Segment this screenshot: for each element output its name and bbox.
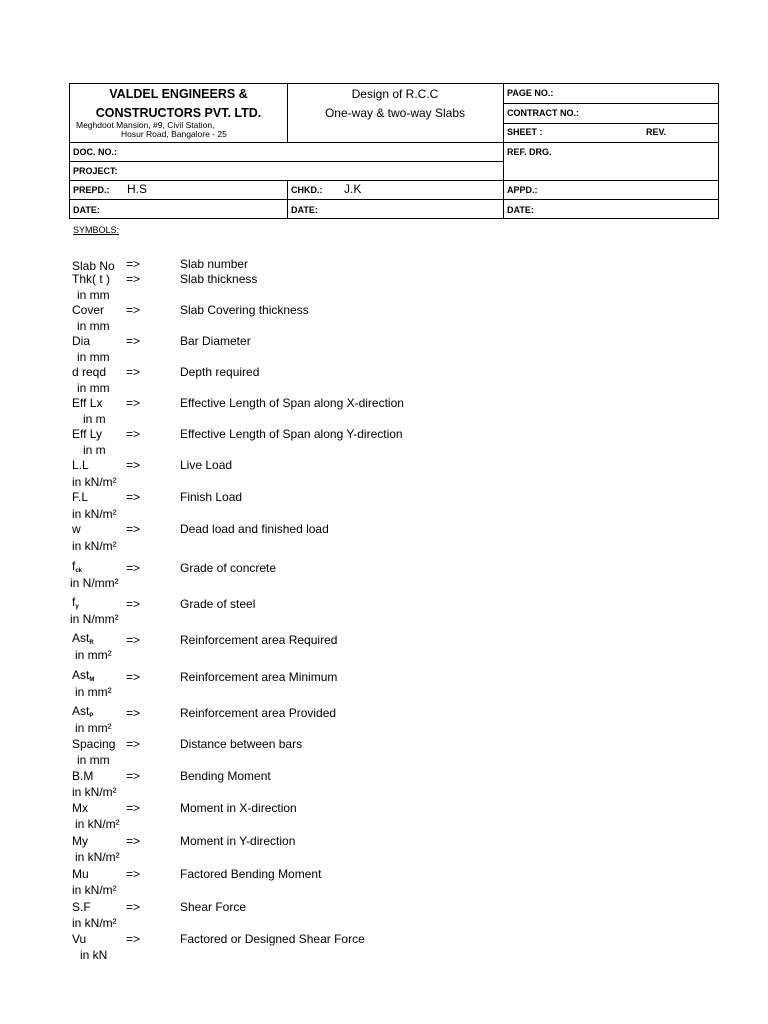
symbol-name: B.M bbox=[72, 769, 94, 783]
symbol-description: Effective Length of Span along X-direction bbox=[180, 396, 404, 410]
divider bbox=[503, 84, 504, 218]
symbol-unit: in kN/m² bbox=[72, 507, 117, 521]
design-title-line2: One-way & two-way Slabs bbox=[324, 106, 466, 120]
symbol-unit: in N/mm² bbox=[70, 576, 119, 590]
arrow-symbol: => bbox=[126, 769, 141, 783]
symbol-description: Shear Force bbox=[180, 900, 247, 914]
symbol-unit: in kN bbox=[80, 948, 108, 962]
arrow-symbol: => bbox=[126, 670, 141, 684]
symbol-unit: in mm² bbox=[75, 685, 112, 699]
date-label: DATE: bbox=[507, 205, 534, 215]
symbol-name: Ast$_P$ bbox=[72, 704, 94, 719]
symbol-name: d reqd bbox=[72, 365, 107, 379]
symbol-name: Dia bbox=[72, 334, 91, 348]
arrow-symbol: => bbox=[126, 365, 141, 379]
symbol-unit: in kN/m² bbox=[75, 817, 120, 831]
symbol-name: Cover bbox=[72, 303, 105, 317]
divider bbox=[70, 161, 503, 162]
symbol-unit: in N/mm² bbox=[70, 612, 119, 626]
chkd-label: CHKD.: bbox=[291, 185, 323, 195]
arrow-symbol: => bbox=[126, 396, 141, 410]
symbol-description: Depth required bbox=[180, 365, 260, 379]
symbol-name: Mx bbox=[72, 801, 88, 815]
rev-label: REV. bbox=[646, 127, 667, 137]
symbol-description: Factored or Designed Shear Force bbox=[180, 932, 365, 946]
page-no-label: PAGE NO.: bbox=[507, 88, 554, 98]
symbol-subscript: M bbox=[89, 677, 95, 683]
symbol-description: Factored Bending Moment bbox=[180, 867, 322, 881]
arrow-symbol: => bbox=[126, 522, 141, 536]
arrow-symbol: => bbox=[126, 834, 141, 848]
symbol-name: S.F bbox=[72, 900, 91, 914]
arrow-symbol: => bbox=[126, 597, 141, 611]
symbol-description: Reinforcement area Minimum bbox=[180, 670, 338, 684]
divider bbox=[503, 123, 718, 124]
arrow-symbol: => bbox=[126, 932, 141, 946]
company-name-line1: VALDEL ENGINEERS & bbox=[109, 87, 248, 101]
divider bbox=[70, 180, 718, 181]
symbol-unit: in kN/m² bbox=[75, 850, 120, 864]
sheet-label: SHEET : bbox=[507, 127, 543, 137]
symbol-unit: in kN/m² bbox=[72, 916, 117, 930]
symbol-unit: in mm² bbox=[75, 721, 112, 735]
prepd-label: PREPD.: bbox=[73, 185, 110, 195]
arrow-symbol: => bbox=[126, 427, 141, 441]
arrow-symbol: => bbox=[126, 867, 141, 881]
symbol-description: Finish Load bbox=[180, 490, 243, 504]
symbol-unit: in mm bbox=[77, 288, 110, 302]
company-address-line1: Meghdoot Mansion, #9, Civil Station, bbox=[76, 120, 215, 130]
symbol-unit: in mm bbox=[77, 381, 110, 395]
appd-label: APPD.: bbox=[507, 185, 538, 195]
symbol-name: Eff Lx bbox=[72, 396, 103, 410]
symbol-description: Distance between bars bbox=[180, 737, 303, 751]
symbol-name: Eff Ly bbox=[72, 427, 103, 441]
arrow-symbol: => bbox=[126, 272, 141, 286]
arrow-symbol: => bbox=[126, 458, 141, 472]
arrow-symbol: => bbox=[126, 706, 141, 720]
symbol-unit: in kN/m² bbox=[72, 785, 117, 799]
symbol-description: Grade of steel bbox=[180, 597, 256, 611]
symbol-description: Dead load and finished load bbox=[180, 522, 329, 536]
symbol-unit: in kN/m² bbox=[72, 475, 117, 489]
symbol-description: Slab number bbox=[180, 257, 249, 271]
symbol-description: Live Load bbox=[180, 458, 233, 472]
company-name-line2: CONSTRUCTORS PVT. LTD. bbox=[95, 106, 262, 120]
arrow-symbol: => bbox=[126, 737, 141, 751]
symbol-name: Thk( t ) bbox=[72, 272, 110, 286]
symbol-description: Reinforcement area Required bbox=[180, 633, 338, 647]
symbol-name: L.L bbox=[72, 458, 89, 472]
symbol-name: F.L bbox=[72, 490, 89, 504]
title-block bbox=[69, 83, 719, 219]
symbol-name: My bbox=[72, 834, 88, 848]
chkd-value: J.K bbox=[344, 182, 362, 196]
symbols-heading: SYMBOLS: bbox=[73, 225, 120, 235]
project-label: PROJECT: bbox=[73, 166, 118, 176]
date-label: DATE: bbox=[73, 205, 100, 215]
contract-no-label: CONTRACT NO.: bbox=[507, 108, 579, 118]
divider bbox=[70, 142, 718, 143]
symbol-subscript: y bbox=[75, 604, 79, 610]
symbol-unit: in kN/m² bbox=[72, 539, 117, 553]
ref-drg-label: REF. DRG. bbox=[507, 147, 552, 157]
symbol-description: Slab Covering thickness bbox=[180, 303, 309, 317]
symbol-name: Vu bbox=[72, 932, 87, 946]
symbol-description: Moment in X-direction bbox=[180, 801, 297, 815]
arrow-symbol: => bbox=[126, 561, 141, 575]
symbol-name: Ast$_R$ bbox=[72, 631, 94, 646]
symbol-unit: in m bbox=[83, 443, 106, 457]
arrow-symbol: => bbox=[126, 801, 141, 815]
symbol-name: w bbox=[72, 522, 81, 536]
symbol-name: $f_y$ bbox=[72, 595, 79, 610]
design-title-line1: Design of R.C.C bbox=[351, 87, 439, 101]
symbol-unit: in mm² bbox=[75, 648, 112, 662]
symbol-description: Moment in Y-direction bbox=[180, 834, 296, 848]
symbol-description: Bar Diameter bbox=[180, 334, 251, 348]
symbol-description: Grade of concrete bbox=[180, 561, 277, 575]
symbol-description: Slab thickness bbox=[180, 272, 258, 286]
divider bbox=[70, 199, 718, 200]
arrow-symbol: => bbox=[126, 257, 141, 271]
doc-no-label: DOC. NO.: bbox=[73, 147, 117, 157]
symbol-unit: in mm bbox=[77, 753, 110, 767]
arrow-symbol: => bbox=[126, 334, 141, 348]
symbol-unit: in mm bbox=[77, 319, 110, 333]
prepd-value: H.S bbox=[127, 182, 148, 196]
symbol-subscript: P bbox=[89, 713, 94, 719]
arrow-symbol: => bbox=[126, 490, 141, 504]
symbol-subscript: R bbox=[89, 640, 94, 646]
symbol-description: Effective Length of Span along Y-direction bbox=[180, 427, 403, 441]
arrow-symbol: => bbox=[126, 633, 141, 647]
arrow-symbol: => bbox=[126, 303, 141, 317]
symbol-description: Bending Moment bbox=[180, 769, 271, 783]
symbol-unit: in mm bbox=[77, 350, 110, 364]
symbol-name: Slab No bbox=[72, 259, 115, 273]
symbol-unit: in kN/m² bbox=[72, 883, 117, 897]
date-label: DATE: bbox=[291, 205, 318, 215]
symbol-name: Mu bbox=[72, 867, 89, 881]
symbol-name: $f_{ck}$ bbox=[72, 559, 83, 574]
divider bbox=[503, 103, 718, 104]
symbol-name: Ast$_M$ bbox=[72, 668, 95, 683]
symbol-subscript: ck bbox=[75, 568, 83, 574]
symbol-name: Spacing bbox=[72, 737, 116, 751]
company-address-line2: Hosur Road, Bangalore - 25 bbox=[121, 129, 227, 139]
symbol-unit: in m bbox=[83, 412, 106, 426]
arrow-symbol: => bbox=[126, 900, 141, 914]
symbol-description: Reinforcement area Provided bbox=[180, 706, 337, 720]
